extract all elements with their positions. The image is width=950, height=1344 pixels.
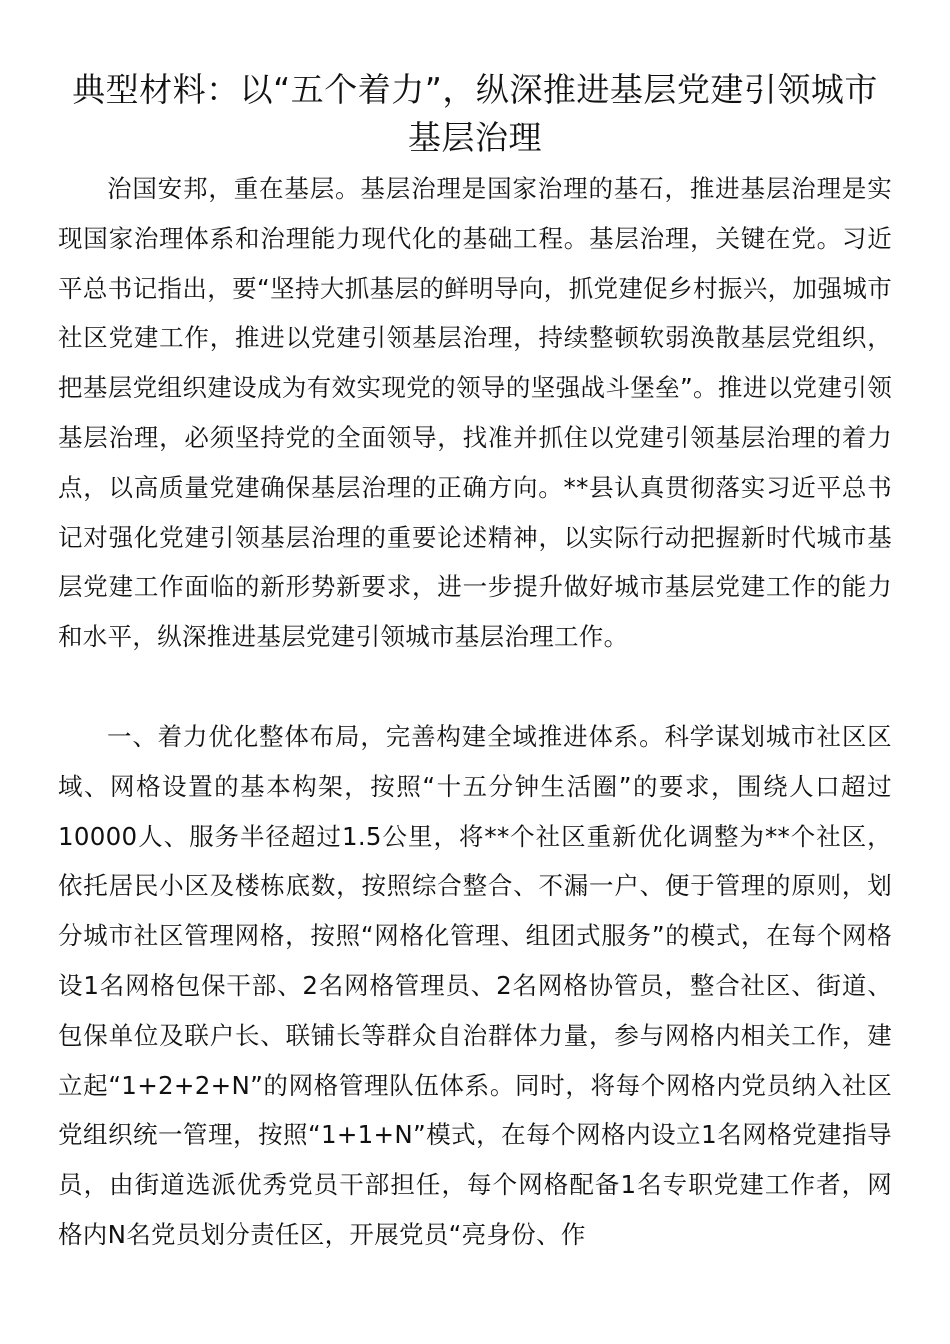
document-title: 典型材料：以“五个着力”，纵深推进基层党建引领城市基层治理 — [72, 70, 878, 157]
section-one-text: 科学谋划城市社区区域、网格设置的基本构架，按照“十五分钟生活圈”的要求，围绕人口超过10000人、服务半径超过1.5公里，将**个社区重新优化调整为**个社区，依托居民小区及楼栋底数，按照综合整合、不漏一户、便于管理的原则，划分城市社区管理网格，按照“网格化管理、组团式服务”的模式，在每个网格设1名网格包保干部、2名网格管理员、2名网格协管员，整合社区、街道、包保单位及联户长、联铺长等群众自治群体力量，参与网格内相关工作，建立起“1+2+2+N”的网格管理队伍体系。同时，将每个网格内党员纳入社区党组织统一管理，按照“1+1+N”模式，在每个网格内设立1名网格党建指导员，由街道选派优秀党员干部担任，每个网格配备1名专职党建工作者，网格内N名党员划分责任区，开展党员“亮身份、作 — [58, 722, 892, 1249]
paragraph-section-one — [58, 712, 892, 1260]
section-one-heading: 一、着力优化整体布局，完善构建全域推进体系。 — [107, 722, 665, 751]
paragraph-intro-text: 治国安邦，重在基层。基层治理是国家治理的基石，推进基层治理是实现国家治理体系和治理能力现代化的基础工程。基层治理，关键在党。习近平总书记指出，要“坚持大抓基层的鲜明导向，抓党建促乡村振兴，加强城市社区党建工作，推进以党建引领基层治理，持续整顿软弱涣散基层党组织，把基层党组织建设成为有效实现党的领导的坚强战斗堡垒”。推进以党建引领基层治理，必须坚持党的全面领导，找准并抓住以党建引领基层治理的着力点，以高质量党建确保基层治理的正确方向。**县认真贯彻落实习近平总书记对强化党建引领基层治理的重要论述精神，以实际行动把握新时代城市基层党建工作面临的新形势新要求，进一步提升做好城市基层党建工作的能力和水平，纵深推进基层党建引领城市基层治理工作。 — [58, 174, 892, 652]
paragraph-intro — [58, 164, 892, 662]
